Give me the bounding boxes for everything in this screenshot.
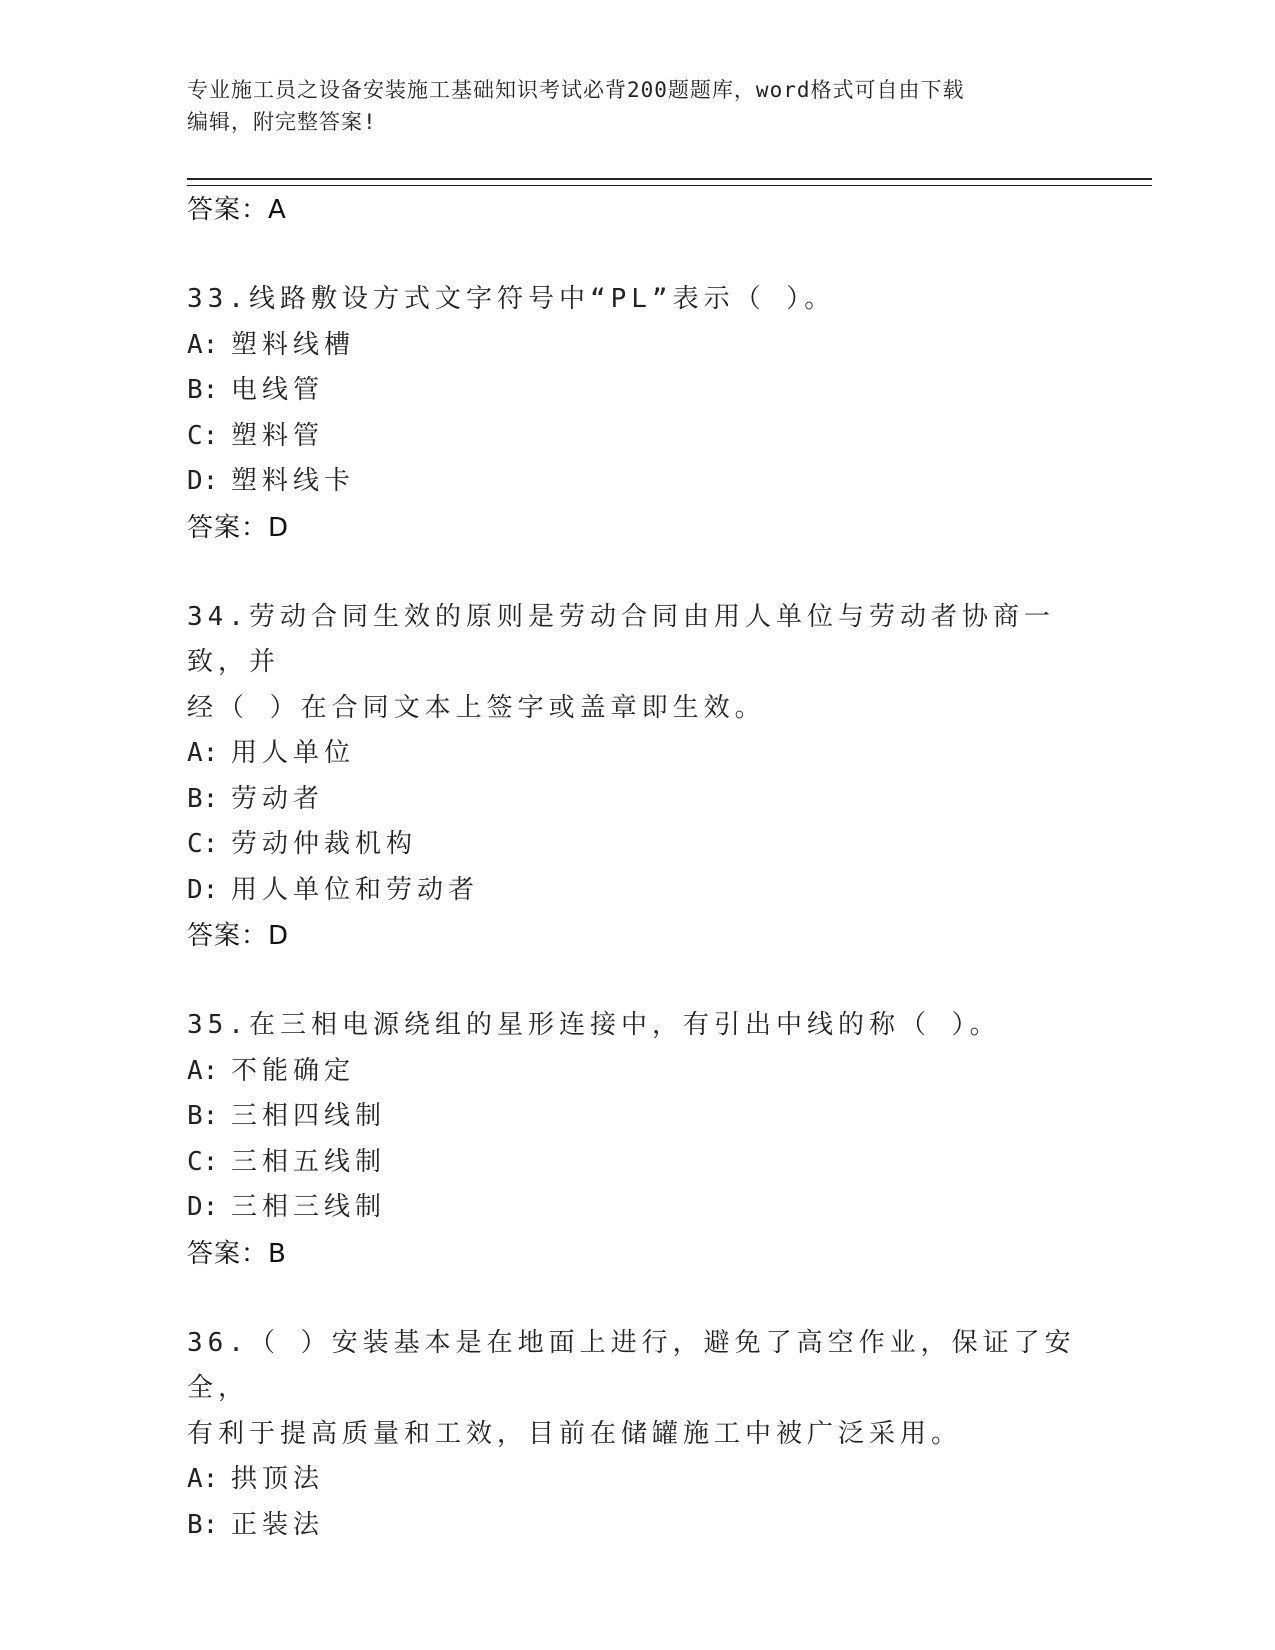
document-body (187, 187, 1152, 1548)
option-letter: A: (187, 329, 219, 360)
option-text: 不能确定 (231, 1055, 356, 1086)
header-line-2: 编辑，附完整答案! (187, 110, 377, 134)
option-text: 劳动仲裁机构 (231, 829, 418, 859)
option-text: 三相三线制 (231, 1192, 387, 1222)
option-b (187, 368, 1152, 414)
option-d (187, 868, 1152, 914)
option-a (187, 1457, 1152, 1503)
option-d (187, 1185, 1152, 1231)
question-stem-line: 36.（ ）安装基本是在地面上进行，避免了高空作业，保证了安全， (187, 1327, 1076, 1403)
option-c (187, 822, 1152, 868)
option-letter: B: (187, 783, 219, 814)
answer-line: 答案：A (187, 195, 287, 225)
question-36 (187, 1321, 1152, 1549)
option-text: 拱顶法 (231, 1464, 325, 1494)
option-letter: A: (187, 738, 219, 768)
option-text: 劳动者 (231, 783, 325, 814)
answer-line: 答案：B (187, 1238, 287, 1269)
option-letter: A: (187, 1464, 219, 1494)
option-c (187, 414, 1152, 460)
question-stem-line: 经（ ）在合同文本上签字或盖章即生效。 (187, 692, 766, 723)
question-35 (187, 1003, 1152, 1277)
option-text: 用人单位和劳动者 (231, 874, 480, 905)
option-b (187, 1094, 1152, 1140)
option-text: 用人单位 (231, 738, 356, 768)
answer-line: 答案：D (187, 921, 290, 951)
question-stem-line: 34.劳动合同生效的原则是劳动合同由用人单位与劳动者协商一致，并 (187, 601, 1055, 677)
option-letter: B: (187, 1509, 219, 1540)
option-letter: C: (187, 1146, 219, 1177)
option-a (187, 731, 1152, 777)
option-text: 三相四线制 (231, 1101, 387, 1131)
option-letter: A: (187, 1055, 219, 1086)
option-b (187, 1503, 1152, 1549)
question-stem-line: 35.在三相电源绕组的星形连接中，有引出中线的称（ ）。 (187, 1010, 1001, 1040)
option-text: 塑料线槽 (231, 329, 356, 360)
header-line-1: 专业施工员之设备安装施工基础知识考试必背200题题库，word格式可自由下载 (187, 78, 965, 102)
question-33 (187, 277, 1152, 551)
option-a (187, 1049, 1152, 1095)
option-letter: B: (187, 1101, 219, 1131)
answer-line: 答案：D (187, 512, 290, 543)
option-letter: D: (187, 1192, 219, 1222)
option-letter: D: (187, 874, 219, 905)
question-stem (187, 1321, 1087, 1458)
question-stem-line: 有利于提高质量和工效，目前在储罐施工中被广泛采用。 (187, 1418, 963, 1449)
page-header (187, 74, 1067, 138)
option-letter: D: (187, 466, 219, 496)
question-stem (187, 1003, 1087, 1049)
header-divider (187, 178, 1152, 186)
option-letter: B: (187, 375, 219, 405)
question-34 (187, 595, 1152, 960)
question-stem (187, 595, 1087, 732)
option-b (187, 777, 1152, 823)
option-letter: C: (187, 420, 219, 451)
option-letter: C: (187, 829, 219, 859)
option-c (187, 1140, 1152, 1186)
option-a (187, 323, 1152, 369)
option-text: 塑料管 (231, 420, 325, 451)
option-text: 正装法 (231, 1509, 325, 1540)
question-stem-line: 33.线路敷设方式文字符号中“PL”表示（ ）。 (187, 284, 836, 314)
option-d (187, 459, 1152, 505)
question-stem (187, 277, 1087, 323)
option-text: 塑料线卡 (231, 466, 356, 496)
option-text: 电线管 (231, 375, 325, 405)
option-text: 三相五线制 (231, 1146, 387, 1177)
